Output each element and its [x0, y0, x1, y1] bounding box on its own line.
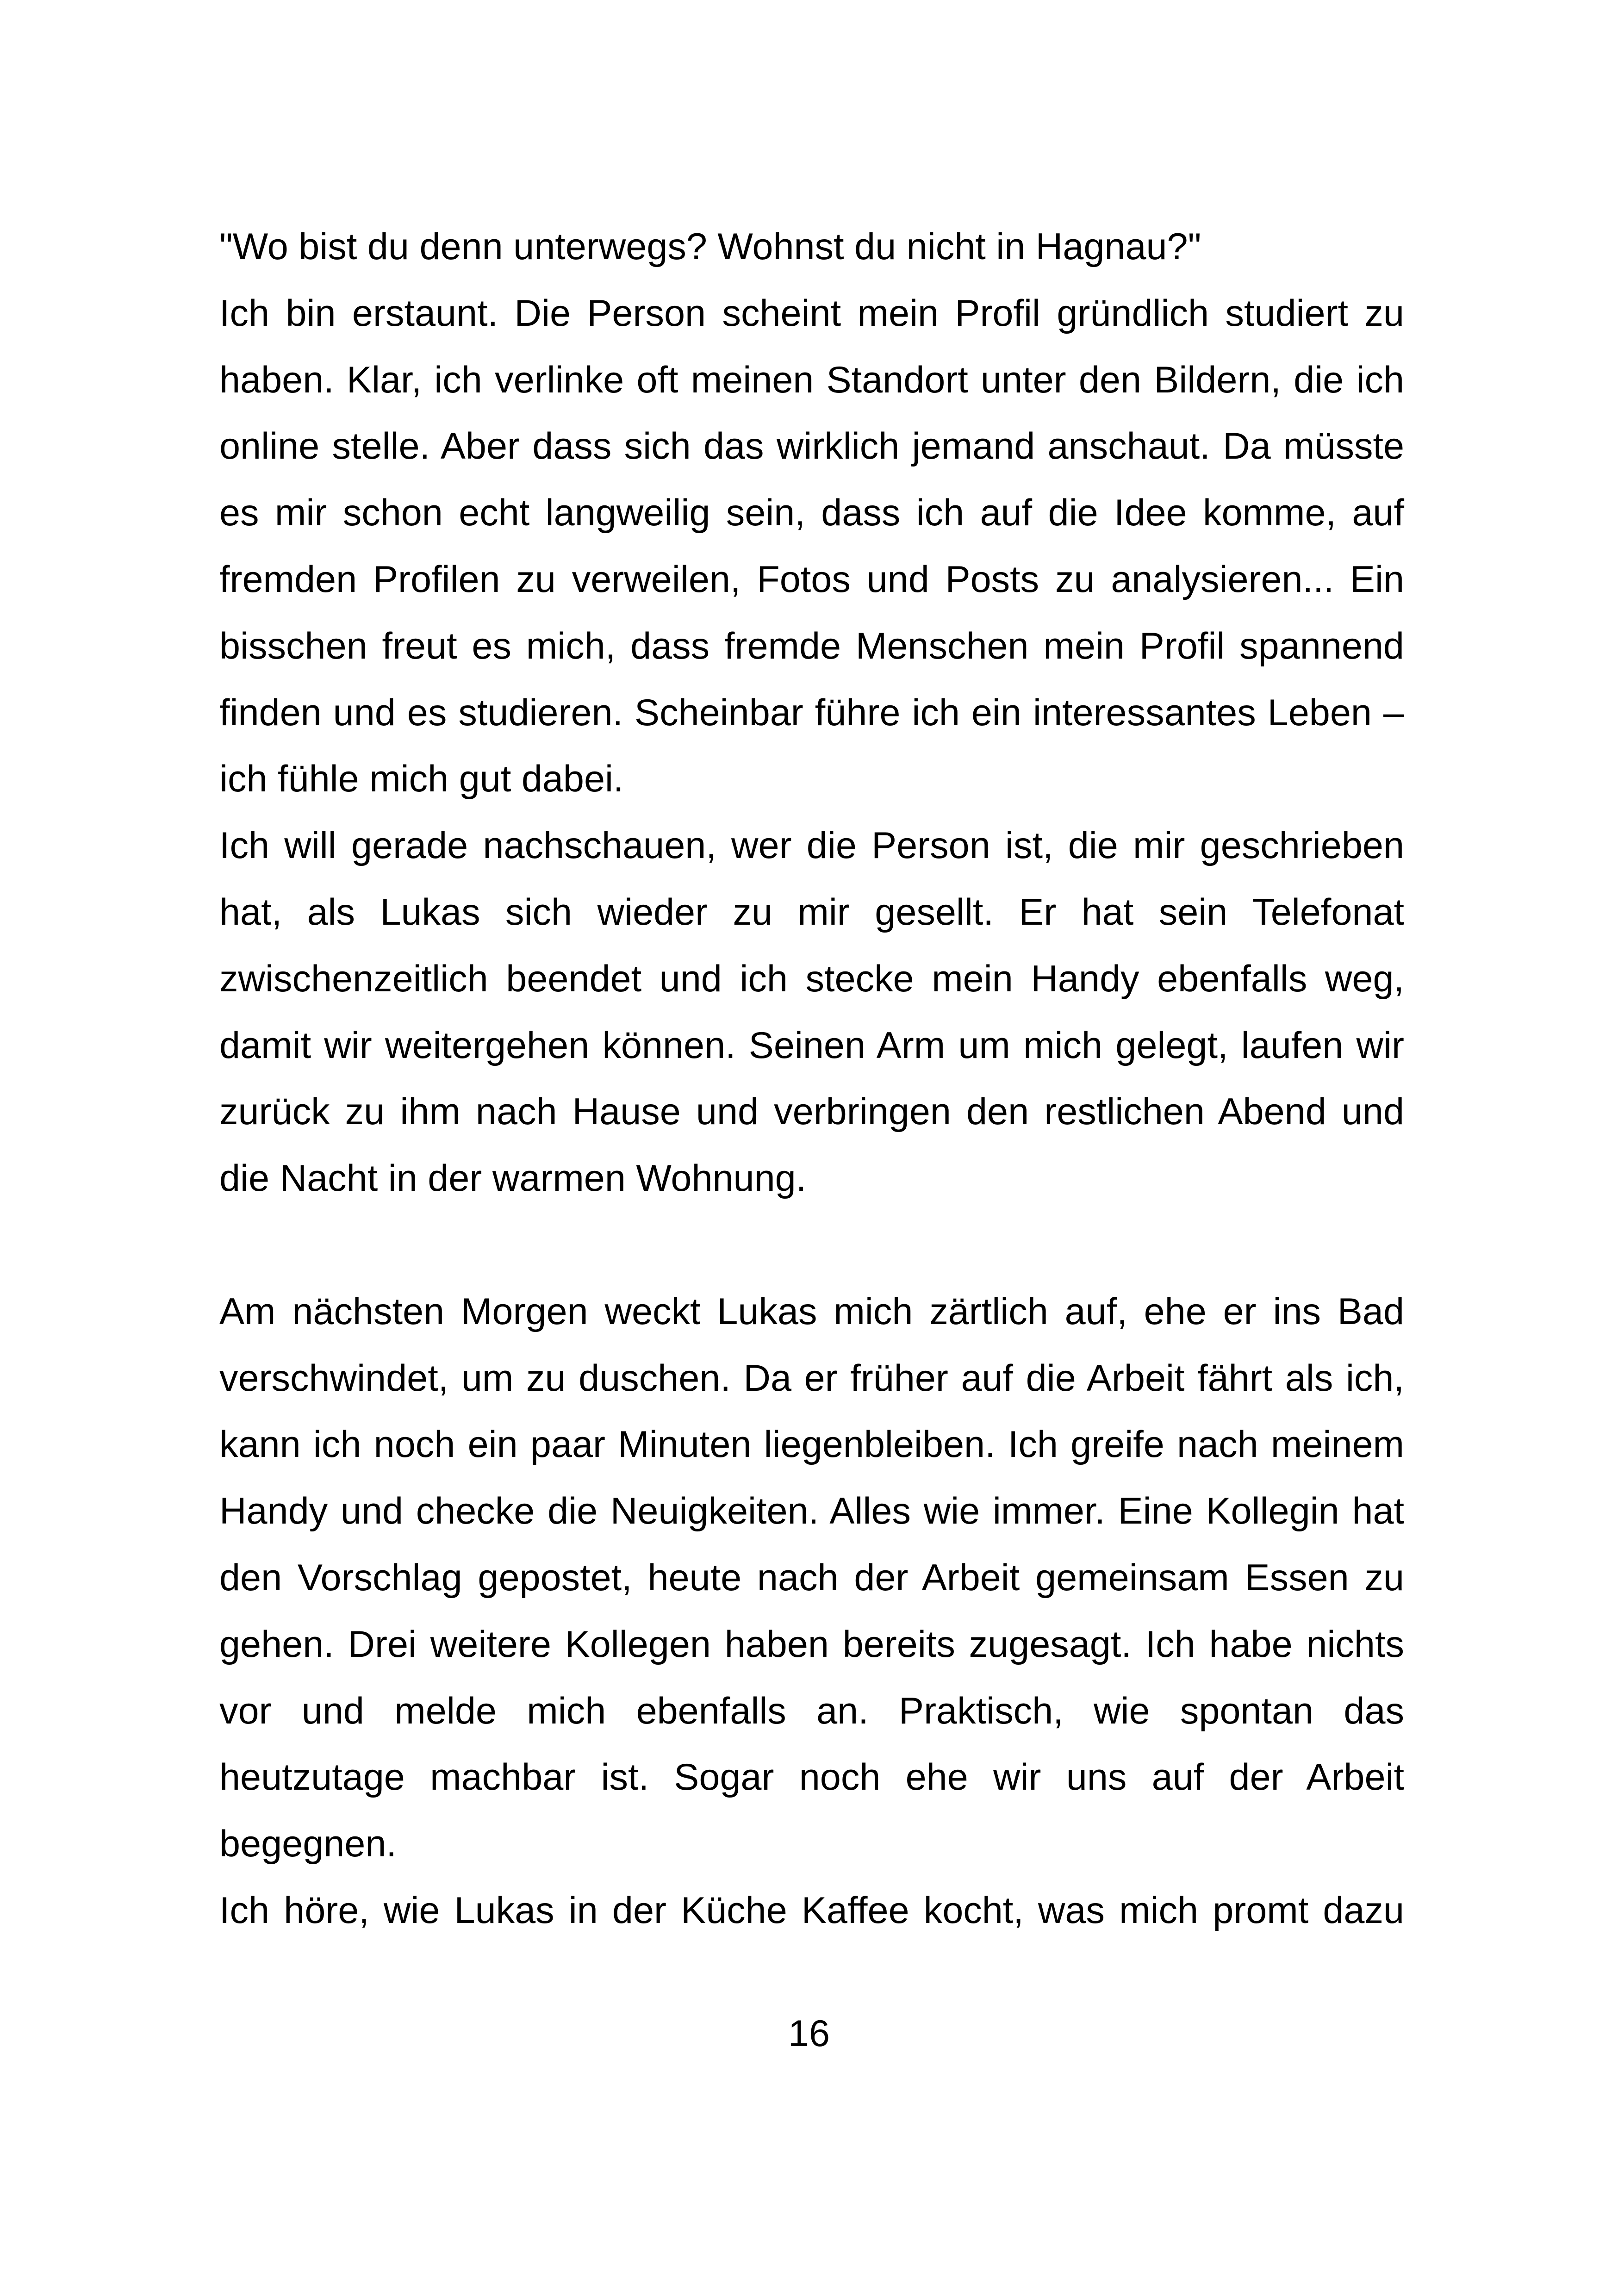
paragraph-lukas-returns: Ich will gerade nachschauen, wer die Person ist, die mir geschrieben hat, als Lukas sich wieder zu mir gesellt. Er hat sein Telefonat zwischenzeitlich beendet und ich stecke mein Handy ebenfalls weg, damit wir weitergehen können. Seinen Arm um mich gelegt, laufen wir zurück zu ihm nach Hause und verbringen den restlichen Abend und die Nacht in der warmen Wohnung. — [219, 825, 1404, 1200]
paragraph-spacer — [219, 1212, 1404, 1279]
body-text — [219, 214, 1404, 1944]
paragraph-next-morning: Am nächsten Morgen weckt Lukas mich zärtlich auf, ehe er ins Bad verschwindet, um zu duschen. Da er früher auf die Arbeit fährt als ich, kann ich noch ein paar Minuten liegenbleiben. Ich greife nach meinem Handy und checke die Neuigkeiten. Alles wie immer. Eine Kollegin hat den Vorschlag gepostet, heute nach der Arbeit gemeinsam Essen zu gehen. Drei weitere Kollegen haben bereits zugesagt. Ich habe nichts vor und melde mich ebenfalls an. Praktisch, wie spontan das heutzutage machbar ist. Sogar noch ehe wir uns auf der Arbeit begegnen. — [219, 1290, 1404, 1865]
paragraph-profile: Ich bin erstaunt. Die Person scheint mein Profil gründlich studiert zu haben. Klar, ich verlinke oft meinen Standort unter den Bildern, die ich online stelle. Aber dass sich das wirklich jemand anschaut. Da müsste es mir schon echt langweilig sein, dass ich auf die Idee komme, auf fremden Profilen zu verweilen, Fotos und Posts zu analysieren... Ein bisschen freut es mich, dass fremde Menschen mein Profil spannend finden und es studieren. Scheinbar führe ich ein interessantes Leben – ich fühle mich gut dabei. — [219, 292, 1404, 800]
paragraph-coffee: Ich höre, wie Lukas in der Küche Kaffee kocht, was mich promt dazu — [219, 1889, 1404, 1931]
paragraph-quote: "Wo bist du denn unterwegs? Wohnst du nicht in Hagnau?" — [219, 226, 1201, 268]
page-number: 16 — [788, 2013, 830, 2054]
